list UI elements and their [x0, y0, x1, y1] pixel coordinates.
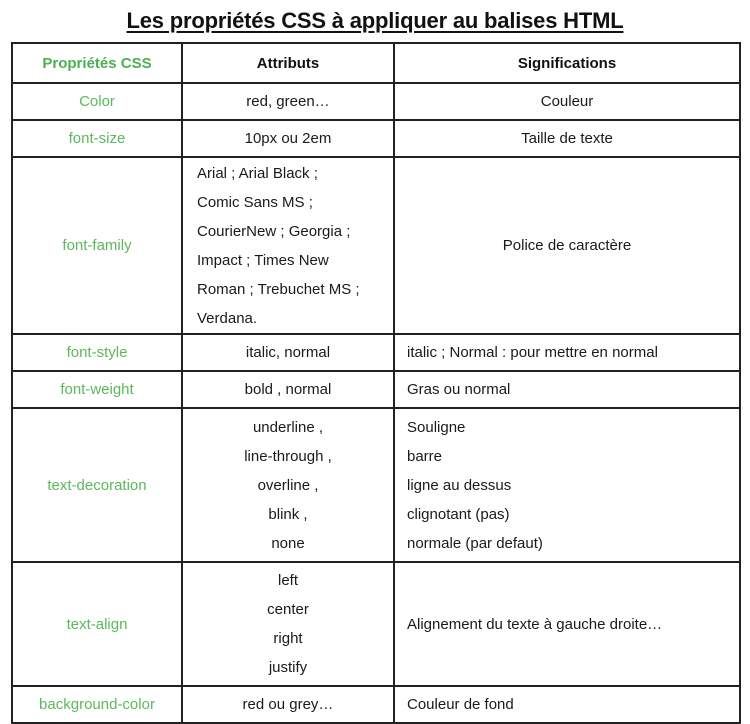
- table-row: [12, 371, 740, 408]
- attribute-line: Verdana.: [197, 309, 258, 327]
- cell-attributes-font-style: [182, 334, 394, 371]
- signification-line: Police de caractère: [502, 237, 632, 254]
- cell-signification-Color: [394, 83, 740, 120]
- cell-attributes-Color: [182, 83, 394, 120]
- column-header-significations: Significations: [394, 43, 740, 83]
- cell-signification-font-family: [394, 157, 740, 334]
- signification-line: Taille de texte: [521, 130, 613, 147]
- cell-signification-font-weight: [394, 371, 740, 408]
- attribute-line: CourierNew ; Georgia ;: [197, 222, 351, 240]
- attribute-line: center: [267, 601, 309, 618]
- attribute-line: red, green…: [246, 93, 330, 110]
- signification-line: Souligne: [407, 418, 466, 436]
- attribute-line: Arial ; Arial Black ;: [197, 164, 318, 182]
- title-container: [0, 0, 750, 42]
- cell-property-font-weight: font-weight: [12, 371, 182, 408]
- signification-line: ligne au dessus: [407, 476, 512, 494]
- signification-line: normale (par defaut): [407, 534, 543, 552]
- attribute-line: justify: [268, 659, 308, 676]
- attribute-line: 10px ou 2em: [244, 130, 332, 147]
- attribute-line: Comic Sans MS ;: [197, 193, 313, 211]
- cell-signification-text-align: [394, 562, 740, 686]
- cell-property-Color: Color: [12, 83, 182, 120]
- table-row: [12, 562, 740, 686]
- cell-signification-text-decoration: [394, 408, 740, 562]
- table-header: [12, 43, 740, 83]
- cell-property-font-family: font-family: [12, 157, 182, 334]
- cell-attributes-text-align: [182, 562, 394, 686]
- signification-line: italic ; Normal : pour mettre en normal: [407, 344, 658, 361]
- table-row: [12, 83, 740, 120]
- attribute-line: none: [271, 534, 305, 552]
- table-row: [12, 686, 740, 723]
- cell-property-text-align: text-align: [12, 562, 182, 686]
- column-header-properties: Propriétés CSS: [12, 43, 182, 83]
- attribute-line: right: [273, 630, 303, 647]
- attribute-line: red ou grey…: [242, 696, 334, 713]
- page-title: Les propriétés CSS à appliquer au balises HTML: [126, 8, 624, 33]
- cell-attributes-font-weight: [182, 371, 394, 408]
- table-header-row: [12, 43, 740, 83]
- table-row: [12, 157, 740, 334]
- attribute-line: left: [277, 572, 298, 589]
- cell-property-text-decoration: text-decoration: [12, 408, 182, 562]
- signification-line: Alignement du texte à gauche droite…: [407, 615, 663, 633]
- attribute-line: italic, normal: [245, 344, 331, 361]
- attribute-line: Roman ; Trebuchet MS ;: [197, 280, 360, 298]
- cell-property-font-size: font-size: [12, 120, 182, 157]
- attribute-line: overline ,: [257, 476, 319, 494]
- signification-line: Couleur de fond: [407, 696, 514, 713]
- signification-line: clignotant (pas): [407, 505, 510, 523]
- cell-signification-background-color: [394, 686, 740, 723]
- attribute-line: blink ,: [268, 505, 308, 523]
- attribute-line: bold , normal: [244, 381, 332, 398]
- cell-property-background-color: background-color: [12, 686, 182, 723]
- cell-attributes-font-family: [182, 157, 394, 334]
- cell-attributes-font-size: [182, 120, 394, 157]
- column-header-attributes: Attributs: [182, 43, 394, 83]
- signification-line: Gras ou normal: [407, 381, 511, 398]
- attribute-line: Impact ; Times New: [197, 251, 329, 269]
- table-row: [12, 408, 740, 562]
- signification-line: barre: [407, 447, 443, 465]
- cell-attributes-text-decoration: [182, 408, 394, 562]
- attribute-line: underline ,: [252, 418, 324, 436]
- css-properties-table: [11, 42, 741, 724]
- cell-signification-font-size: [394, 120, 740, 157]
- table-body: [12, 83, 740, 723]
- table-row: [12, 120, 740, 157]
- attribute-line: line-through ,: [244, 447, 332, 465]
- cell-signification-font-style: [394, 334, 740, 371]
- cell-property-font-style: font-style: [12, 334, 182, 371]
- cell-attributes-background-color: [182, 686, 394, 723]
- table-row: [12, 334, 740, 371]
- signification-line: Couleur: [540, 93, 594, 110]
